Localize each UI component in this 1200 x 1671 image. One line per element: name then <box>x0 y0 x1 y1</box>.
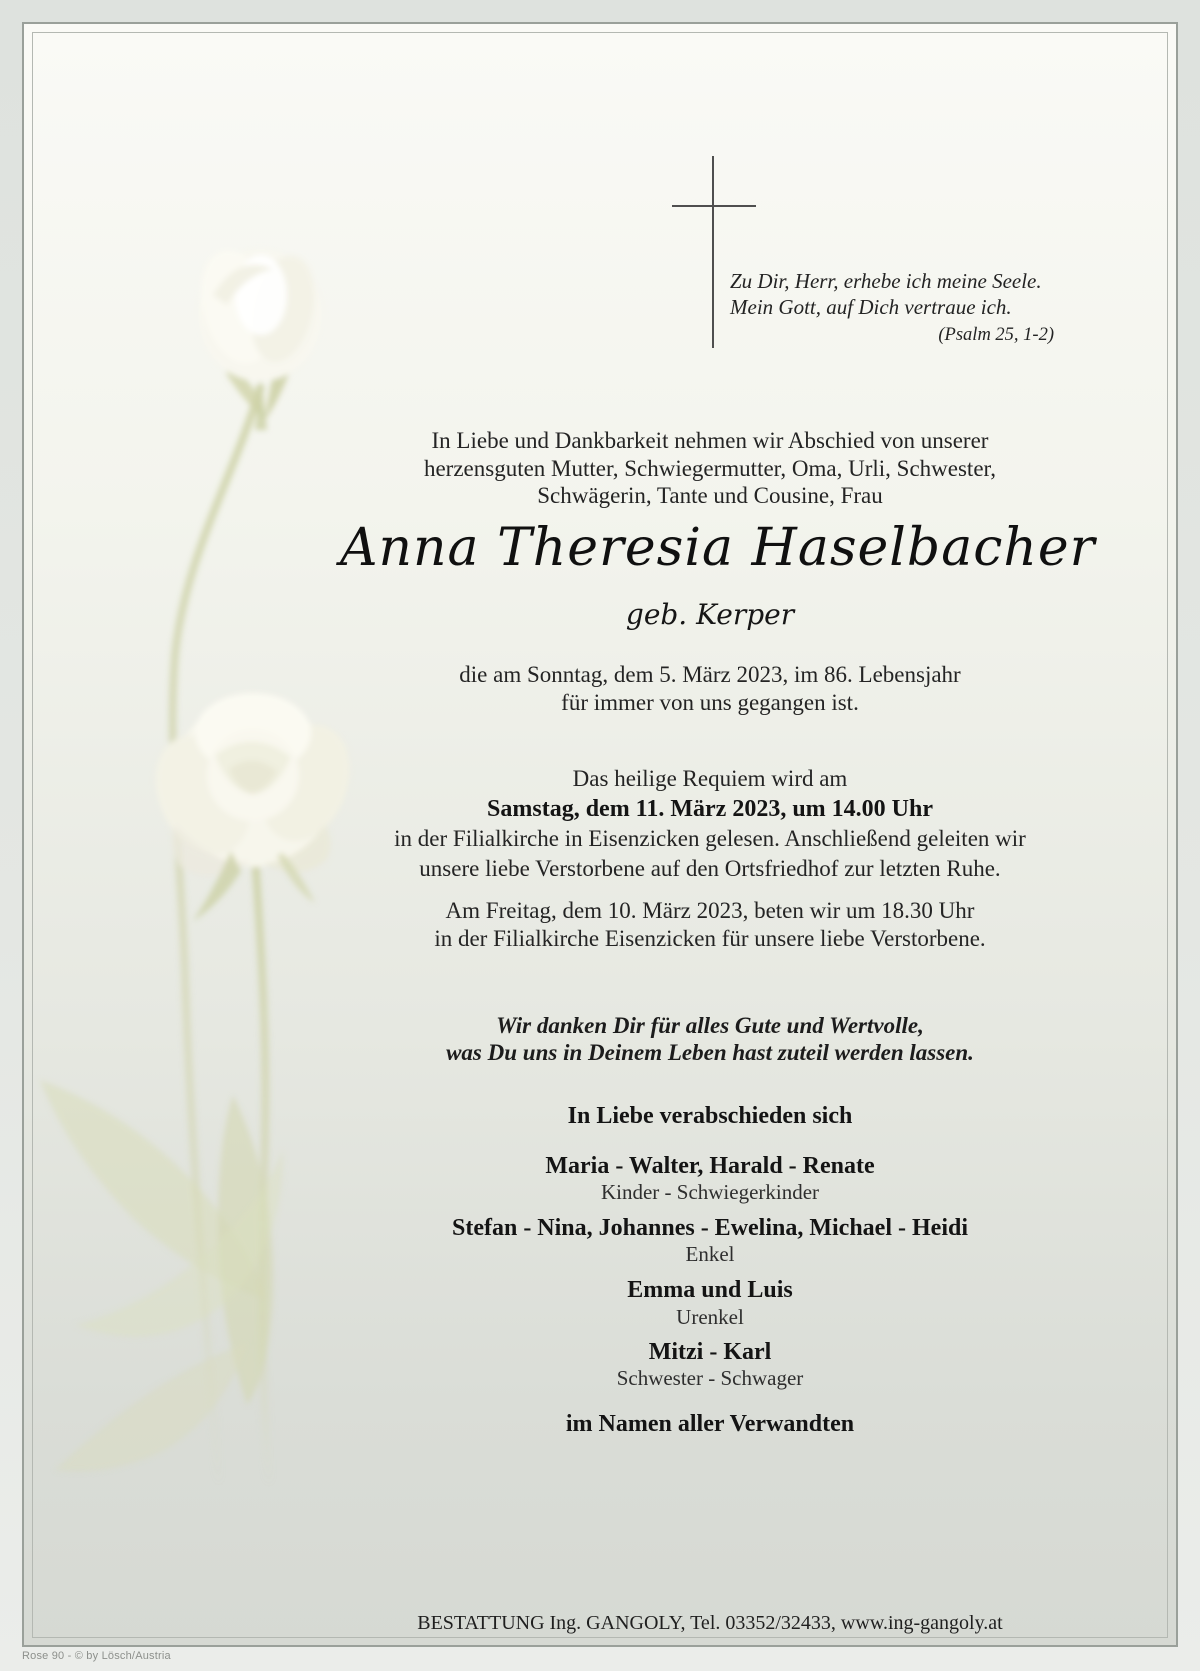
farewell-heading: In Liebe verabschieden sich <box>567 1103 853 1129</box>
prayer-notice <box>340 897 1080 952</box>
mourner-relation: Schwester - Schwager <box>616 1366 804 1390</box>
prayer-line: Am Freitag, dem 10. März 2023, beten wir um 18.30 Uhr <box>445 898 975 923</box>
death-line: die am Sonntag, dem 5. März 2023, im 86. Lebensjahr <box>459 662 961 687</box>
requiem-notice <box>340 764 1080 884</box>
print-credit: Rose 90 - © by Lösch/Austria <box>22 1650 171 1662</box>
mourner-names: Emma und Luis <box>627 1277 793 1303</box>
intro-paragraph <box>340 427 1080 510</box>
psalm-quote <box>730 268 1060 348</box>
intro-line: herzensguten Mutter, Schwiegermutter, Oma, Urli, Schwester, <box>423 455 997 481</box>
deceased-name: Anna Theresia Haselbacher <box>340 518 1096 578</box>
death-notice <box>340 661 1080 717</box>
psalm-line: Zu Dir, Herr, erhebe ich meine Seele. <box>730 269 1042 293</box>
mourner-relation: Urenkel <box>676 1305 744 1329</box>
gratitude-line: was Du uns in Deinem Leben hast zuteil werden lassen. <box>446 1040 974 1065</box>
funeral-home-footer: BESTATTUNG Ing. GANGOLY, Tel. 03352/32433, www.ing-gangoly.at <box>417 1612 1003 1634</box>
intro-line: Schwägerin, Tante und Cousine, Frau <box>537 483 883 508</box>
gratitude-quote <box>340 1012 1080 1066</box>
requiem-lead: Das heilige Requiem wird am <box>572 766 848 791</box>
psalm-reference: (Psalm 25, 1-2) <box>938 325 1054 345</box>
mourner-names: Maria - Walter, Harald - Renate <box>545 1153 875 1179</box>
mourner-relation: Enkel <box>685 1242 735 1266</box>
mourner-names: Mitzi - Karl <box>648 1339 772 1365</box>
prayer-line: in der Filialkirche Eisenzicken für unsere liebe Verstorbene. <box>434 925 986 951</box>
requiem-line: unsere liebe Verstorbene auf den Ortsfriedhof zur letzten Ruhe. <box>419 856 1001 881</box>
mourner-names: Stefan - Nina, Johannes - Ewelina, Michael - Heidi <box>451 1215 968 1241</box>
psalm-line: Mein Gott, auf Dich vertraue ich. <box>730 295 1012 319</box>
intro-line: In Liebe und Dankbarkeit nehmen wir Abschied von unserer <box>431 428 989 453</box>
requiem-datetime: Samstag, dem 11. März 2023, um 14.00 Uhr <box>487 796 933 822</box>
requiem-line: in der Filialkirche in Eisenzicken gelesen. Anschließend geleiten wir <box>394 826 1026 851</box>
gratitude-line: Wir danken Dir für alles Gute und Wertvolle, <box>496 1013 924 1038</box>
white-roses-illustration <box>15 235 365 1505</box>
death-line: für immer von uns gegangen ist. <box>561 690 859 715</box>
closing-line: im Namen aller Verwandten <box>565 1411 855 1437</box>
maiden-name: geb. Kerper <box>625 598 795 631</box>
mourner-relation: Kinder - Schwiegerkinder <box>600 1180 820 1204</box>
